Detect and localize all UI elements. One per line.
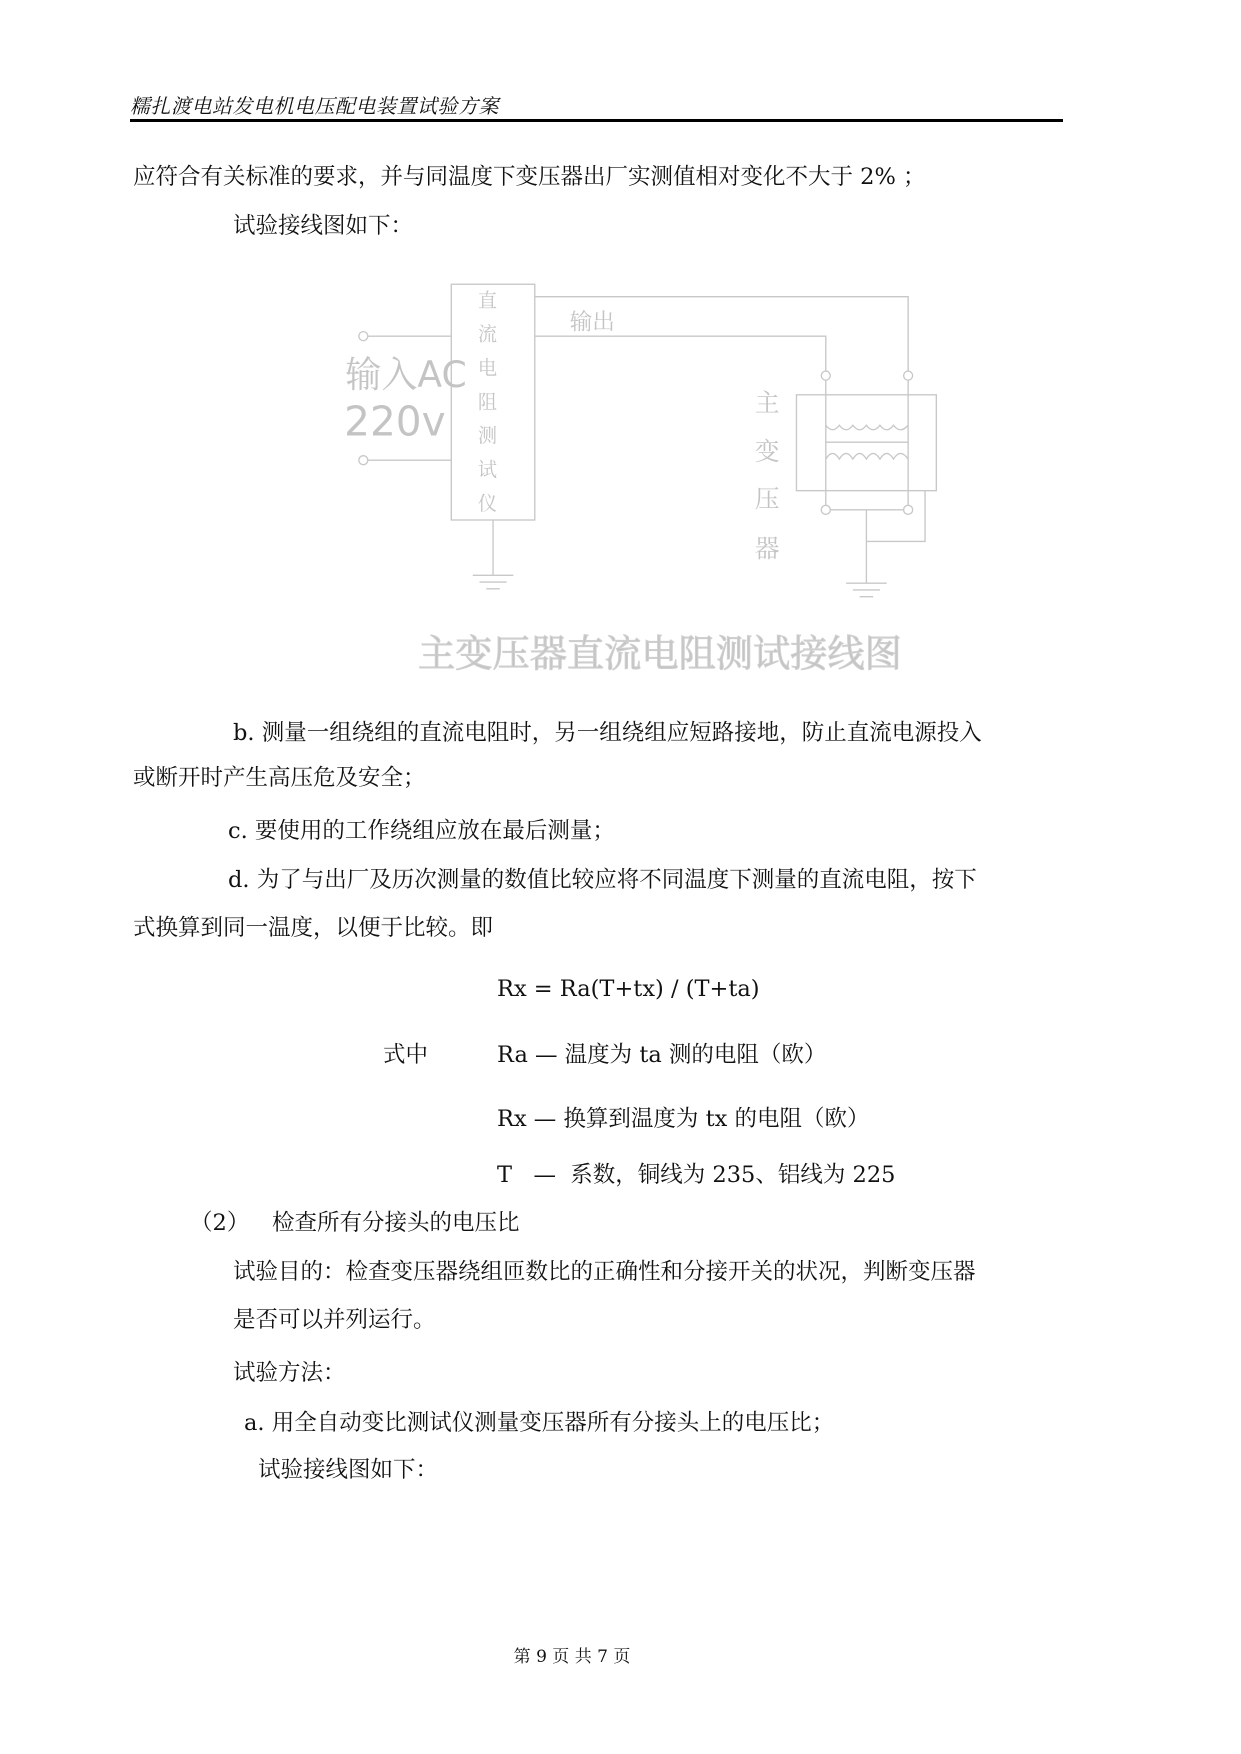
svg-text:仪: 仪 <box>477 491 497 515</box>
output-label: 输出 <box>569 309 615 336</box>
svg-text:阻: 阻 <box>477 390 497 414</box>
formula: Rx = Ra(T+tx) / (T+ta) <box>497 976 760 1002</box>
paragraph: 试验接线图如下： <box>233 213 414 239</box>
ground-icon <box>846 583 887 597</box>
section-title: 检查所有分接头的电压比 <box>272 1210 520 1236</box>
document-header-title: 糯扎渡电站发电机电压配电装置试验方案 <box>130 94 499 118</box>
svg-text:流: 流 <box>477 322 497 346</box>
svg-text:试: 试 <box>477 458 497 482</box>
paragraph: c. 要使用的工作绕组应放在最后测量； <box>228 818 615 844</box>
transformer-label <box>755 389 780 564</box>
paragraph: 式换算到同一温度，以便于比较。即 <box>133 915 494 941</box>
svg-text:主: 主 <box>754 388 780 418</box>
paragraph: d. 为了与出厂及历次测量的数值比较应将不同温度下测量的直流电阻，按下 <box>228 867 977 893</box>
paragraph: 应符合有关标准的要求，并与同温度下变压器出厂实测值相对变化不大于 2% ； <box>133 164 926 190</box>
svg-text:测: 测 <box>477 424 497 448</box>
page-footer: 第 9 页 共 7 页 <box>513 1647 631 1667</box>
paragraph: 试验接线图如下： <box>258 1457 439 1483</box>
svg-text:直: 直 <box>477 288 497 312</box>
paragraph: 试验方法： <box>233 1360 346 1386</box>
diagram-caption: 主变压器直流电阻测试接线图 <box>418 631 902 676</box>
upper-coil <box>826 425 908 430</box>
where-label: 式中 <box>383 1042 429 1068</box>
svg-text:电: 电 <box>477 356 497 380</box>
variable-definition: Ra — 温度为 ta 测的电阻（欧） <box>497 1042 827 1068</box>
section-number: （2） <box>190 1210 250 1236</box>
paragraph: a. 用全自动变比测试仪测量变压器所有分接头上的电压比； <box>244 1410 835 1436</box>
lower-coil <box>826 453 908 459</box>
variable-definition: T — 系数，铜线为 235、铝线为 225 <box>497 1162 896 1188</box>
input-terminal <box>359 456 368 465</box>
instrument-label <box>478 289 497 515</box>
input-terminal <box>359 332 368 341</box>
paragraph: 是否可以并列运行。 <box>233 1307 436 1333</box>
input-label: 输入AC <box>345 353 467 396</box>
paragraph: 试验目的：检查变压器绕组匝数比的正确性和分接开关的状况，判断变压器 <box>233 1259 976 1285</box>
svg-text:器: 器 <box>754 534 780 564</box>
input-voltage-label: 220v <box>344 397 446 446</box>
svg-text:变: 变 <box>754 437 780 467</box>
paragraph: 或断开时产生高压危及安全； <box>133 765 426 791</box>
paragraph: b. 测量一组绕组的直流电阻时，另一组绕组应短路接地，防止直流电源投入 <box>233 720 982 746</box>
ground-icon <box>473 575 514 589</box>
variable-definition: Rx — 换算到温度为 tx 的电阻（欧） <box>497 1106 870 1132</box>
svg-text:压: 压 <box>754 484 780 514</box>
